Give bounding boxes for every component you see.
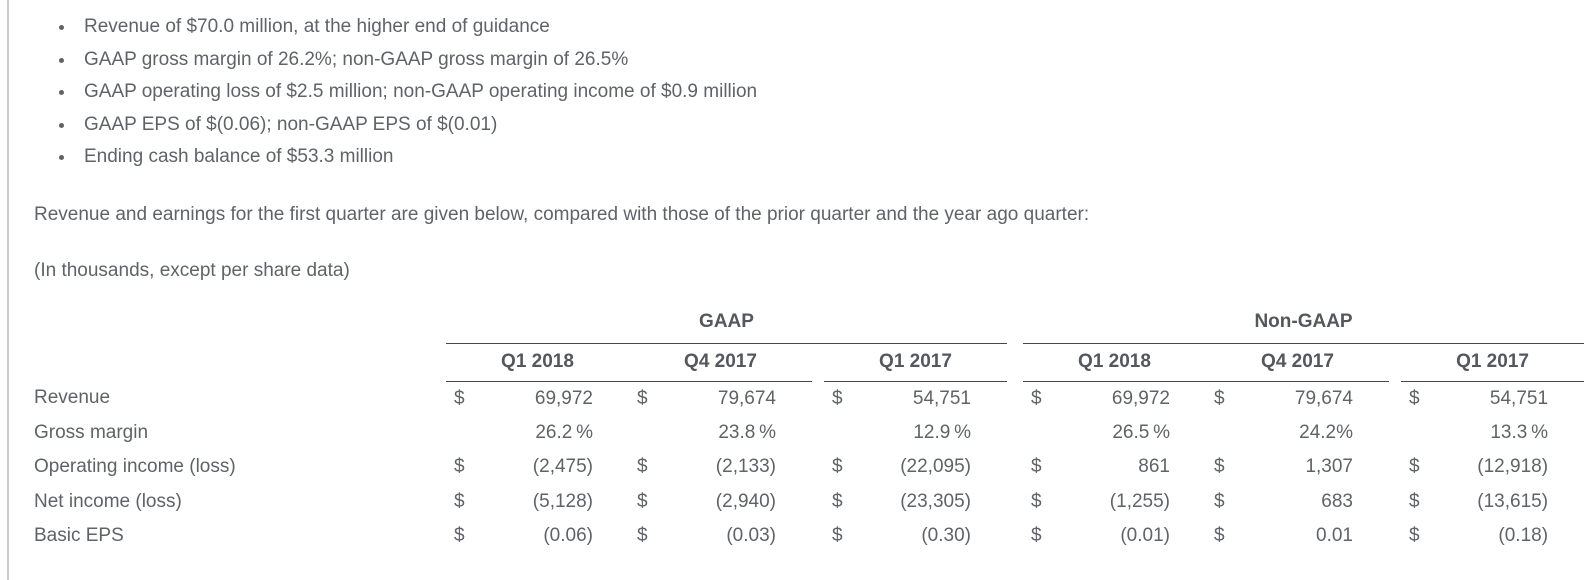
group-header-row bbox=[34, 311, 1584, 344]
spacer-cell bbox=[1007, 343, 1023, 381]
currency-symbol: $ bbox=[454, 456, 465, 478]
spacer-cell bbox=[34, 311, 446, 344]
page-left-border bbox=[7, 0, 9, 580]
spacer-cell bbox=[1007, 416, 1023, 451]
currency-symbol bbox=[824, 416, 862, 451]
cell-value: 24.2% bbox=[1299, 421, 1353, 443]
cell-value: (13,615) bbox=[1477, 490, 1549, 512]
currency-symbol: $ bbox=[1214, 456, 1225, 478]
bullet-item-revenue: • Revenue of $70.0 million, at the higher end of guidance bbox=[76, 11, 1594, 44]
quarter-header-row bbox=[34, 343, 1584, 381]
row-label: Gross margin bbox=[34, 421, 149, 443]
currency-symbol: $ bbox=[1409, 387, 1420, 409]
spacer-cell bbox=[812, 485, 824, 520]
currency-symbol bbox=[1206, 416, 1244, 451]
cell-value: 26.5 % bbox=[1112, 421, 1170, 443]
currency-symbol: $ bbox=[454, 387, 465, 409]
spacer-cell bbox=[1389, 485, 1401, 520]
cell-value: 23.8 % bbox=[718, 421, 776, 443]
cell-value: 861 bbox=[1138, 456, 1170, 478]
cell-value: (0.01) bbox=[1120, 525, 1170, 547]
row-label: Net income (loss) bbox=[34, 490, 182, 512]
spacer-cell bbox=[34, 343, 446, 381]
intro-paragraph: Revenue and earnings for the first quarter are given below, compared with those of the prior quarter and the year ago quarter: bbox=[34, 203, 1090, 225]
currency-symbol: $ bbox=[832, 525, 843, 547]
spacer-cell bbox=[1389, 416, 1401, 451]
cell-value: 683 bbox=[1321, 490, 1353, 512]
currency-symbol: $ bbox=[1214, 490, 1225, 512]
col-header-nongaap-q4-2017: Q4 2017 bbox=[1206, 343, 1389, 381]
col-header-nongaap-q1-2017: Q1 2017 bbox=[1401, 343, 1584, 381]
cell-value: (12,918) bbox=[1477, 456, 1549, 478]
col-header-nongaap-q1-2018: Q1 2018 bbox=[1023, 343, 1206, 381]
cell-value: 54,751 bbox=[1489, 387, 1549, 409]
group-header-gaap: GAAP bbox=[446, 311, 1007, 344]
cell-value: 1,307 bbox=[1305, 456, 1353, 478]
table-row-revenue bbox=[34, 381, 1584, 416]
currency-symbol: $ bbox=[637, 490, 648, 512]
cell-value: 69,972 bbox=[534, 387, 593, 409]
spacer-cell bbox=[1389, 450, 1401, 485]
highlights-bullet-list bbox=[34, 8, 1594, 174]
currency-symbol bbox=[1023, 416, 1061, 451]
table-row-operating-income bbox=[34, 450, 1584, 485]
cell-value: (2,940) bbox=[715, 490, 776, 512]
currency-symbol: $ bbox=[637, 525, 648, 547]
cell-value: (1,255) bbox=[1109, 490, 1170, 512]
cell-value: (0.03) bbox=[726, 525, 776, 547]
bullet-item-operating: • GAAP operating loss of $2.5 million; non-GAAP operating income of $0.9 million bbox=[76, 76, 1594, 109]
spacer-cell bbox=[812, 416, 824, 451]
currency-symbol: $ bbox=[832, 456, 843, 478]
currency-symbol: $ bbox=[1214, 387, 1225, 409]
currency-symbol: $ bbox=[1214, 525, 1225, 547]
cell-value: 54,751 bbox=[912, 387, 971, 409]
spacer-cell bbox=[812, 381, 824, 416]
spacer-cell bbox=[812, 450, 824, 485]
col-header-gaap-q1-2018: Q1 2018 bbox=[446, 343, 629, 381]
cell-value: 79,674 bbox=[717, 387, 776, 409]
group-header-non-gaap: Non-GAAP bbox=[1023, 311, 1584, 344]
currency-symbol: $ bbox=[1409, 525, 1420, 547]
currency-symbol: $ bbox=[832, 387, 843, 409]
currency-symbol bbox=[446, 416, 484, 451]
cell-value: (0.18) bbox=[1498, 525, 1549, 547]
currency-symbol: $ bbox=[832, 490, 843, 512]
spacer-cell bbox=[1007, 519, 1023, 554]
cell-value: (23,305) bbox=[900, 490, 971, 512]
spacer-cell bbox=[1007, 311, 1023, 344]
currency-symbol: $ bbox=[1031, 490, 1042, 512]
currency-symbol: $ bbox=[1031, 456, 1042, 478]
currency-symbol: $ bbox=[454, 490, 465, 512]
bullet-item-eps: • GAAP EPS of $(0.06); non-GAAP EPS of $(0.01) bbox=[76, 109, 1594, 142]
bullet-item-gross-margin: • GAAP gross margin of 26.2%; non-GAAP gross margin of 26.5% bbox=[76, 44, 1594, 77]
spacer-cell bbox=[812, 343, 824, 381]
cell-value: (0.30) bbox=[921, 525, 971, 547]
cell-value: (0.06) bbox=[543, 525, 593, 547]
col-header-gaap-q1-2017: Q1 2017 bbox=[824, 343, 1007, 381]
bullet-item-cash: • Ending cash balance of $53.3 million bbox=[76, 141, 1594, 174]
spacer-cell bbox=[1389, 519, 1401, 554]
units-note: (In thousands, except per share data) bbox=[34, 259, 350, 281]
spacer-cell bbox=[1007, 450, 1023, 485]
cell-value: (22,095) bbox=[900, 456, 971, 478]
cell-value: (2,133) bbox=[715, 456, 776, 478]
table-row-basic-eps bbox=[34, 519, 1584, 554]
spacer-cell bbox=[1007, 485, 1023, 520]
spacer-cell bbox=[1389, 343, 1401, 381]
currency-symbol: $ bbox=[1409, 456, 1420, 478]
cell-value: (2,475) bbox=[532, 456, 593, 478]
table-row-gross-margin bbox=[34, 416, 1584, 451]
cell-value: (5,128) bbox=[532, 490, 593, 512]
currency-symbol: $ bbox=[637, 387, 648, 409]
cell-value: 69,972 bbox=[1111, 387, 1170, 409]
cell-value: 26.2 % bbox=[535, 421, 593, 443]
currency-symbol: $ bbox=[454, 525, 465, 547]
cell-value: 0.01 bbox=[1316, 525, 1353, 547]
spacer-cell bbox=[812, 519, 824, 554]
currency-symbol: $ bbox=[637, 456, 648, 478]
row-label: Basic EPS bbox=[34, 525, 124, 547]
spacer-cell bbox=[1389, 381, 1401, 416]
financial-results-table bbox=[34, 311, 1584, 554]
row-label: Revenue bbox=[34, 387, 111, 409]
cell-value: 13.3 % bbox=[1490, 421, 1549, 443]
cell-value: 79,674 bbox=[1294, 387, 1353, 409]
currency-symbol: $ bbox=[1031, 387, 1042, 409]
currency-symbol bbox=[629, 416, 667, 451]
cell-value: 12.9 % bbox=[913, 421, 971, 443]
row-label: Operating income (loss) bbox=[34, 456, 236, 478]
currency-symbol bbox=[1401, 416, 1439, 451]
currency-symbol: $ bbox=[1031, 525, 1042, 547]
table-row-net-income bbox=[34, 485, 1584, 520]
spacer-cell bbox=[1007, 381, 1023, 416]
currency-symbol: $ bbox=[1409, 490, 1420, 512]
col-header-gaap-q4-2017: Q4 2017 bbox=[629, 343, 812, 381]
